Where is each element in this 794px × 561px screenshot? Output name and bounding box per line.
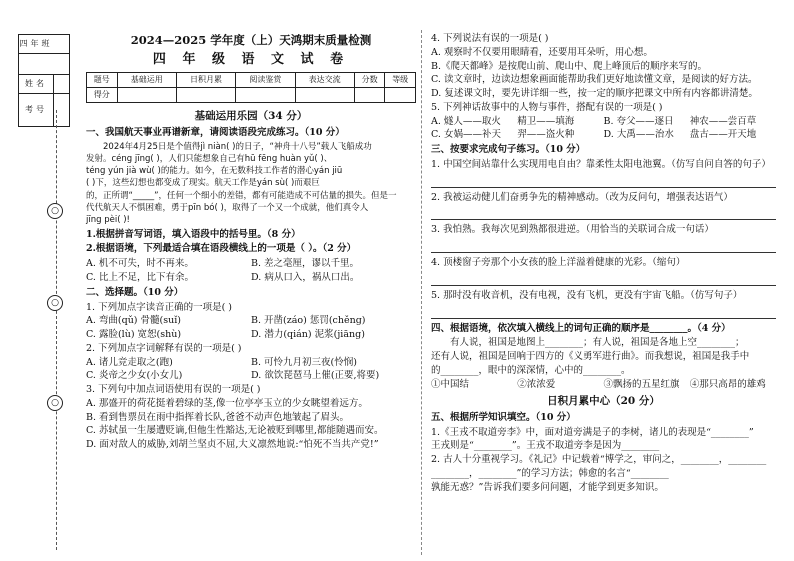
sentence-task-1: 1. 中国空间站靠什么实现用电自由？靠柔性太阳电池翼。（仿写自问自答的句子） (431, 158, 771, 170)
question-2-3: 3. 下列句中加点词语使用有误的一项是( ) (86, 384, 261, 396)
score-cell[interactable] (117, 87, 176, 102)
question-1-2: 2.根据语境，下列最适合填在语段横线上的一项是（ ）。（2 分） (86, 243, 357, 255)
option[interactable]: D. 欲饮琵琶马上催(正要,将要) (251, 370, 380, 382)
exam-no-label: 考号 (25, 105, 47, 115)
section-accumulation-title: 日积月累中心（20 分） (547, 394, 660, 407)
option[interactable]: C. 露脸(lù) 宽恕(shù) (86, 329, 182, 341)
option[interactable]: B. 夸父——逐日 (603, 115, 674, 127)
option[interactable]: C. 炎帝之少女(小女儿) (86, 370, 183, 382)
option[interactable]: B.《爬天都峰》是按爬山前、爬山中、爬上峰顶后的顺序来写的。 (431, 60, 708, 72)
question-2-1-options (86, 314, 416, 342)
score-cell[interactable] (295, 87, 354, 102)
option[interactable]: A. 燧人——取火 (431, 115, 501, 127)
sentence-task-3: 3. 我怕熟。我每次见到熟都很进逆。（用恰当的关联词合成一句话） (431, 224, 714, 236)
passage-line: ( )下，这些幻想也都变成了现实。航天工作是yán sù( )而艰巨 (86, 178, 320, 189)
option[interactable]: D. 病从口入，祸从口出。 (251, 271, 360, 283)
option[interactable]: C. 读文章时，边读边想象画面能帮助我们更好地读懂文章，是阅读的好方法。 (431, 74, 758, 86)
question-5-options (431, 115, 776, 143)
score-table (86, 72, 416, 103)
name-field[interactable] (53, 75, 69, 93)
option-pair: 神农——尝百草 (689, 115, 757, 127)
option-pair: 精卫——填海 (517, 115, 575, 127)
option-pair: 羿——盗火种 (517, 129, 575, 141)
option[interactable]: C. 比上不足，比下有余。 (86, 271, 194, 283)
option[interactable]: B. 看到售票员在雨中指挥着长队,爸爸不动声色地皱起了眉头。 (86, 411, 350, 423)
left-column (86, 32, 416, 452)
question-5b-title: 五、根据所学知识填空。（10 分） (431, 411, 576, 423)
option[interactable]: B. 开凿(záo) 惩罚(chěng) (251, 315, 366, 327)
answer-line[interactable] (431, 174, 776, 188)
question-3-title: 三、按要求完成句子练习。（10 分） (431, 144, 586, 156)
option[interactable]: C. 苏轼虽一生屡遭贬谪,但他生性豁达,无论被贬到哪里,都能随遇而安。 (86, 425, 384, 437)
score-col-2: 日积月累 (176, 72, 235, 87)
passage-line: 的，正所谓“_____”，任何一个细小的差错，都有可能造成不可估量的损失。但是一 (86, 190, 397, 201)
binding-margin (18, 34, 70, 127)
score-col-1: 基础运用 (117, 72, 176, 87)
score-row-label: 得分 (87, 87, 118, 102)
option[interactable]: ④那只高昂的雄鸡 (689, 378, 766, 390)
option[interactable]: A. 弯曲(qǔ) 骨髓(suǐ) (86, 315, 181, 327)
score-col-5: 分数 (354, 72, 385, 87)
score-table-header-row (87, 72, 416, 87)
question-2-1: 1. 下列加点字读音正确的一项是( ) (86, 301, 233, 313)
score-cell[interactable] (354, 87, 385, 102)
score-col-0: 题号 (87, 72, 118, 87)
passage-line: téng yún jià wù( )的能力。如今，在无数科技工作者的潜心yán jiū (86, 166, 343, 177)
question-5: 5. 下列神话故事中的人物与事件，搭配有误的一项是( ) (431, 101, 663, 113)
score-col-4: 表达交流 (295, 72, 354, 87)
fill-line[interactable]: 孰能无惑？”告诉我们要多问问题，才能学到更多知识。 (431, 481, 664, 493)
option[interactable]: D. 复述课文时，要先讲详细一些，按一定的顺序把课文中所有内容都讲清楚。 (431, 88, 758, 100)
question-4: 4. 下列说法有误的一项是( ) (431, 33, 549, 44)
sentence-task-2: 2. 我被运动健儿们奋勇争先的精神感动。（改为反问句，增强表达语气） (431, 191, 733, 203)
option[interactable]: B. 差之毫厘，谬以千里。 (251, 258, 360, 270)
question-2-title: 二、选择题。（10 分） (86, 286, 184, 298)
exam-title: 2024—2025 学年度（上）天鸿期末质量检测 (130, 33, 372, 47)
answer-line[interactable] (431, 272, 776, 286)
option[interactable]: A. 诸儿竞走取之(跑) (86, 356, 173, 368)
option[interactable]: B. 可怜九月初三夜(怜悯) (251, 356, 357, 368)
fill-line[interactable]: 王戎则是“________”。王戎不取道旁李是因为________ (431, 440, 660, 452)
option[interactable]: ③飘扬的五星红旗 (603, 378, 680, 390)
exam-subtitle: 四 年 级 语 文 试 卷 (152, 51, 350, 67)
fill-line[interactable]: 2. 古人十分重视学习。《礼记》中记载着“博学之，审问之，________，________ (431, 454, 767, 466)
option[interactable]: A. 观察时不仅要用眼睛看，还要用耳朵听，用心想。 (431, 46, 653, 58)
option[interactable]: ①中国结 (431, 378, 470, 390)
passage-line: 代代航天人不惧困难，勇于pīn bó( )，取得了一个又一个成就，他们真令人 (86, 203, 369, 214)
option[interactable]: D. 潜力(qián) 泥浆(jiāng) (251, 329, 365, 341)
sentence-task-5: 5. 那时没有收音机，没有电视，没有飞机，更没有宇宙飞船。（仿写句子） (431, 289, 743, 301)
column-divider (421, 30, 422, 555)
name-label: 姓名 (25, 79, 47, 89)
fill-line[interactable]: ________，________”的学习方法；韩愈的名言“________ (431, 467, 669, 479)
passage-line: 发射。céng jīng( )，人们只能想象自己有hū fēng huàn yǔ( )、 (86, 153, 333, 164)
passage (86, 141, 416, 227)
option[interactable]: C. 女娲——补天 (431, 129, 501, 141)
question-1-2-options (86, 257, 416, 285)
option[interactable]: D. 面对敌人的威胁,刘胡兰坚贞不屈,大义凛然地说:“怕死不当共产党!” (86, 439, 379, 451)
question-1-1: 1.根据拼音写词语，填入语段中的括号里。（8 分） (86, 228, 301, 240)
binding-circle-3: ○ (47, 395, 63, 411)
question-4b-options (431, 378, 776, 392)
option[interactable]: A. 机不可失，时不再来。 (86, 258, 194, 270)
context-line: 还有人说，祖国是回响于四方的《义勇军进行曲》。而我想说，祖国是我手中 (431, 351, 750, 363)
right-column (431, 32, 776, 494)
student-info-box (18, 34, 70, 127)
answer-line[interactable] (431, 239, 776, 253)
answer-line[interactable] (431, 305, 776, 319)
fill-line[interactable]: 1.《王戎不取道旁李》中，面对道旁满是子的李树，诸儿的表现是“________” (431, 426, 754, 438)
option-pair: 盘古——开天地 (689, 129, 757, 141)
score-cell[interactable] (236, 87, 295, 102)
score-table-score-row (87, 87, 416, 102)
passage-line: 2024年4月25日是个值得jì niàn( )的日子，“神舟十八号”载人飞船成功 (103, 141, 372, 152)
binding-line (56, 110, 57, 550)
answer-line[interactable] (431, 206, 776, 220)
class-label: 四年班 (19, 39, 53, 49)
score-col-3: 阅读鉴赏 (236, 72, 295, 87)
option[interactable]: D. 大禹——治水 (603, 129, 674, 141)
score-cell[interactable] (176, 87, 235, 102)
section-basic-title: 基础运用乐园（34 分） (194, 109, 308, 122)
option[interactable]: ②浓浓爱 (517, 378, 556, 390)
score-col-6: 等级 (385, 72, 416, 87)
sentence-task-4: 4. 顶楼窗子旁那个小女孩的脸上洋溢着健康的光彩。（缩句） (431, 257, 686, 269)
score-cell[interactable] (385, 87, 416, 102)
question-2-2-options (86, 356, 416, 384)
question-1-title: 一、我国航天事业再谱新章，请阅读语段完成练习。（10 分） (86, 126, 345, 138)
question-4b-title: 四、根据语境，依次填入横线上的词句正确的顺序是________。（4 分） (431, 322, 731, 334)
question-2-2: 2. 下列加点字词解释有误的一项是( ) (86, 342, 242, 354)
passage-line: jīng pèi( )! (86, 215, 130, 226)
context-line: 的________，眼中的深深情，心中的________。 (431, 365, 631, 377)
option[interactable]: A. 那盛开的荷花挺着碧绿的茎,像一位亭亭玉立的少女眺望着远方。 (86, 397, 368, 409)
binding-circle-1: ○ (47, 203, 63, 219)
context-line: 有人说，祖国是地图上________；有人说，祖国是各地上空________； (450, 337, 745, 349)
binding-circle-2: ○ (47, 295, 63, 311)
